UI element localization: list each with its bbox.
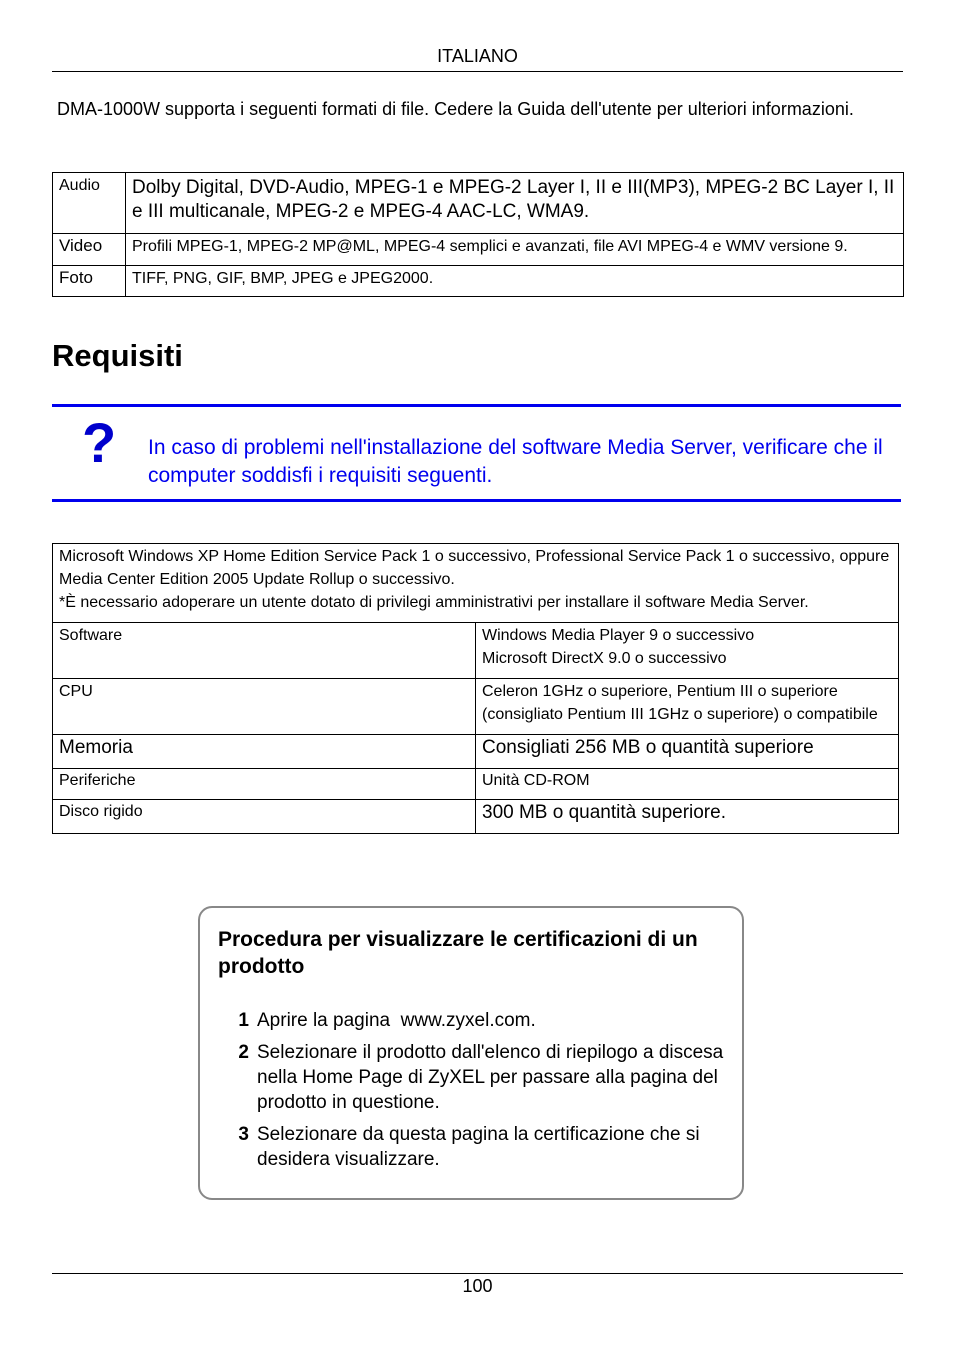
header-divider: [52, 71, 903, 72]
req-line: Windows Media Player 9 o successivo: [482, 627, 755, 644]
req-label: CPU: [53, 679, 476, 735]
req-label: Software: [53, 623, 476, 679]
table-row: [53, 679, 899, 735]
question-icon: ?: [82, 411, 117, 474]
table-row: [53, 735, 899, 769]
procedure-title: Procedura per visualizzare le certificazioni di un prodotto: [218, 928, 698, 978]
table-row: [53, 800, 899, 834]
step-number: 1: [238, 1010, 249, 1031]
section-title: Requisiti: [52, 338, 183, 373]
procedure-box: [198, 906, 744, 1200]
req-value: [476, 623, 899, 679]
format-value: Profili MPEG-1, MPEG-2 MP@ML, MPEG-4 semplici e avanzati, file AVI MPEG-4 e WMV versione 9.: [126, 234, 904, 266]
format-value: Dolby Digital, DVD-Audio, MPEG-1 e MPEG-2 Layer I, II e III(MP3), MPEG-2 BC Layer I, II e III multicanale, MPEG-2 e MPEG-4 AAC-LC, WMA9.: [126, 173, 904, 234]
req-value: Celeron 1GHz o superiore, Pentium III o superiore (consigliato Pentium III 1GHz o superiore) o compatibile: [476, 679, 899, 735]
req-line: Microsoft DirectX 9.0 o successivo: [482, 650, 727, 667]
req-value: Consigliati 256 MB o quantità superiore: [476, 735, 899, 769]
list-item: [218, 1008, 738, 1033]
table-row: [53, 769, 899, 800]
procedure-steps: [218, 1008, 738, 1179]
note-text: In caso di problemi nell'installazione del software Media Server, verificare che il computer soddisfi i requisiti seguenti.: [148, 436, 883, 487]
formats-table: [52, 172, 904, 297]
req-label: Disco rigido: [53, 800, 476, 834]
table-row: [53, 234, 904, 266]
requirements-table: [52, 543, 899, 834]
table-row: [53, 544, 899, 623]
step-text: Selezionare il prodotto dall'elenco di riepilogo a discesa nella Home Page di ZyXEL per passare alla pagina del prodotto in questione.: [257, 1042, 724, 1113]
header-language: ITALIANO: [437, 46, 518, 66]
list-item: [218, 1040, 738, 1115]
intro-paragraph: DMA-1000W supporta i seguenti formati di file. Cedere la Guida dell'utente per ulteriori informazioni.: [52, 99, 854, 119]
footer-divider: [52, 1273, 903, 1274]
table-row: [53, 623, 899, 679]
page-number: 100: [462, 1276, 493, 1296]
step-text: Selezionare da questa pagina la certificazione che si desidera visualizzare.: [257, 1124, 700, 1170]
os-note: *È necessario adoperare un utente dotato di privilegi amministrativi per installare il software Media Server.: [59, 594, 809, 611]
table-row: [53, 173, 904, 234]
format-label: Foto: [53, 266, 126, 297]
req-value: Unità CD-ROM: [476, 769, 899, 800]
format-value: TIFF, PNG, GIF, BMP, JPEG e JPEG2000.: [126, 266, 904, 297]
req-value: 300 MB o quantità superiore.: [476, 800, 899, 834]
format-label: Video: [53, 234, 126, 266]
step-number: 3: [238, 1124, 249, 1145]
table-row: [53, 266, 904, 297]
req-label: Memoria: [53, 735, 476, 769]
req-label: Periferiche: [53, 769, 476, 800]
os-line: Microsoft Windows XP Home Edition Service Pack 1 o successivo, Professional Service Pack 1 o successivo, oppure Media Center Edition 2005 Update Rollup o successivo.: [59, 548, 890, 588]
step-number: 2: [238, 1042, 249, 1063]
note-box: [52, 404, 901, 502]
format-label: Audio: [53, 173, 126, 234]
list-item: [218, 1122, 738, 1172]
step-text: Aprire la pagina www.zyxel.com.: [257, 1010, 536, 1031]
os-requirement: [53, 544, 899, 623]
